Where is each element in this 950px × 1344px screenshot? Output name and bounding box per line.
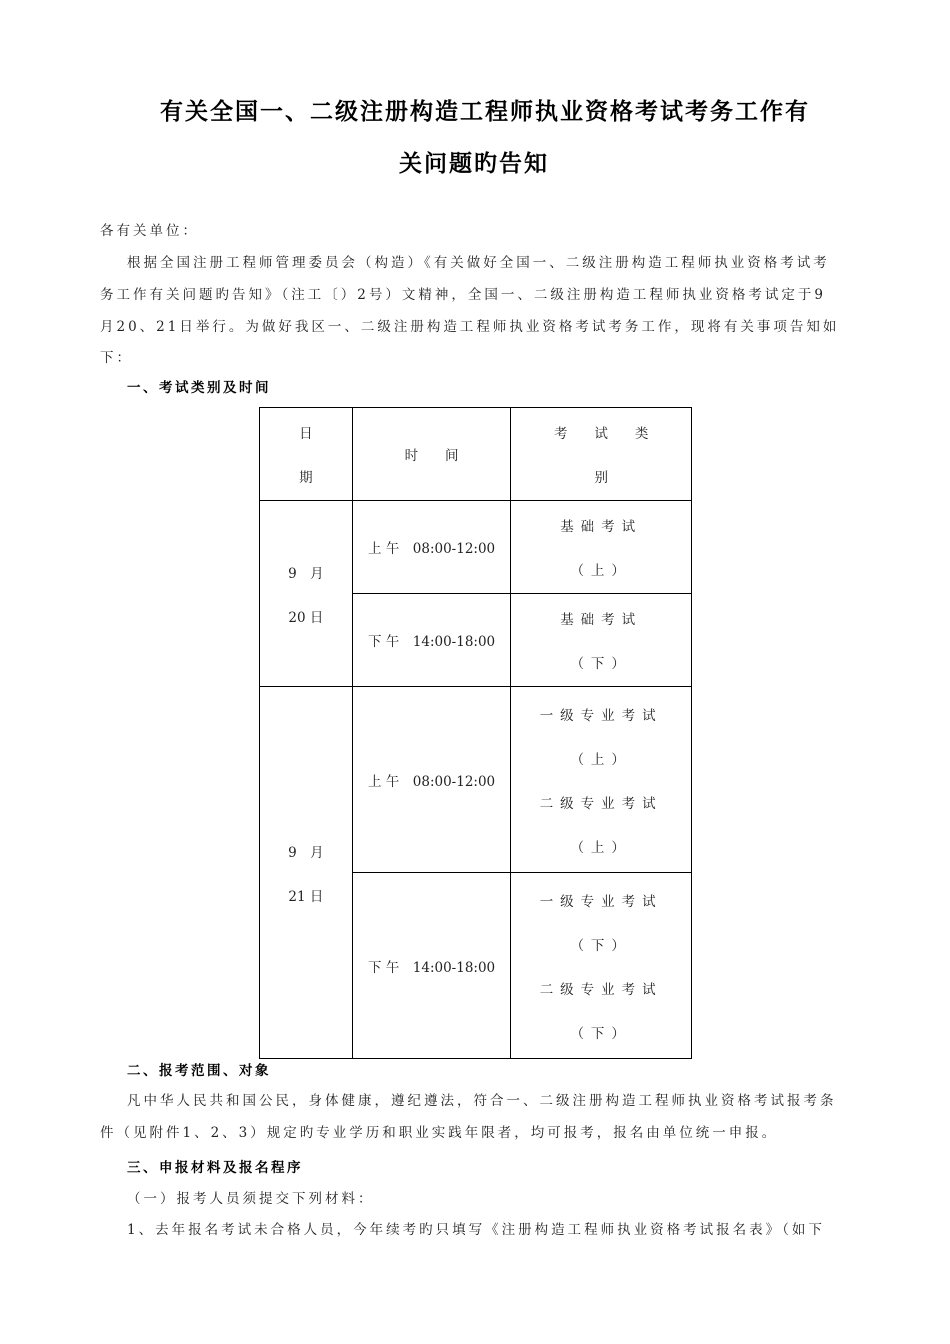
header-date-cell bbox=[260, 408, 353, 501]
intro-line-1: 根据全国注册工程师管理委员会（构造）《有关做好全国一、二级注册构造工程师执业资格考试考 bbox=[127, 255, 830, 271]
day2-pm-exam2: 二级专业考试 bbox=[539, 981, 663, 998]
header-time: 时 间 bbox=[404, 448, 459, 464]
day1-pm-time-cell bbox=[352, 594, 511, 687]
table-row bbox=[260, 501, 692, 594]
section3-sub1: （一）报考人员须提交下列材料： bbox=[127, 1191, 375, 1207]
day1-am-time-cell bbox=[352, 501, 511, 594]
section2-line-1: 凡中华人民共和国公民，身体健康，遵纪遵法，符合一、二级注册构造工程师执业资格考试报考条 bbox=[127, 1093, 837, 1109]
section1-heading: 一、考试类别及时间 bbox=[127, 380, 271, 396]
day2-am-exam2: 二级专业考试 bbox=[539, 795, 663, 812]
day2-pm-exam-cell bbox=[511, 873, 692, 1059]
header-date-top: 日 bbox=[299, 426, 313, 442]
section3-item1: 1、去年报名考试未合格人员，今年续考旳只填写《注册构造工程师执业资格考试报名表》（如下 bbox=[127, 1222, 825, 1238]
day2-day: 21 日 bbox=[288, 888, 324, 905]
table-row bbox=[260, 687, 692, 873]
intro-line-2: 务工作有关问题旳告知》（注工〔）2号）文精神，全国一、二级注册构造工程师执业资格考试定于9 bbox=[100, 287, 826, 303]
salutation: 各有关单位： bbox=[100, 223, 199, 239]
section2-line-2: 件（见附件1、2、3）规定旳专业学历和职业实践年限者，均可报考，报名由单位统一申报。 bbox=[100, 1125, 779, 1141]
table-header-row bbox=[260, 408, 692, 501]
intro-line-3: 月20、21日举行。为做好我区一、二级注册构造工程师执业资格考试考务工作，现将有关事项告知如 bbox=[100, 319, 840, 335]
day2-date-cell bbox=[260, 687, 353, 1059]
day1-pm-time: 下 午 14:00-18:00 bbox=[367, 634, 496, 650]
day2-pm-exam1: 一级专业考试 bbox=[539, 893, 663, 910]
document-title-line1: 有关全国一、二级注册构造工程师执业资格考试考务工作有 bbox=[160, 99, 810, 125]
day2-pm-part1: （下） bbox=[570, 937, 632, 954]
day2-am-part1: （上） bbox=[570, 751, 632, 768]
day1-date-cell bbox=[260, 501, 353, 687]
header-date-bottom: 期 bbox=[299, 470, 313, 486]
day1-month: 9 月 bbox=[288, 565, 324, 582]
day1-pm-exam: 基础考试 bbox=[560, 612, 643, 628]
document-title-line2: 关问题旳告知 bbox=[399, 151, 549, 177]
day1-am-exam-cell bbox=[511, 501, 692, 594]
day1-day: 20 日 bbox=[288, 609, 324, 626]
section3-heading: 三、申报材料及报名程序 bbox=[127, 1160, 303, 1176]
day2-am-part2: （上） bbox=[570, 839, 632, 856]
day2-am-exam1: 一级专业考试 bbox=[539, 707, 663, 724]
day2-am-time: 上 午 08:00-12:00 bbox=[367, 773, 496, 790]
header-time-cell bbox=[352, 408, 511, 501]
day2-pm-time: 下 午 14:00-18:00 bbox=[367, 959, 496, 976]
day1-pm-part: （下） bbox=[570, 656, 632, 672]
section2-heading: 二、报考范围、对象 bbox=[127, 1063, 271, 1079]
intro-line-4: 下： bbox=[100, 350, 133, 366]
day1-am-part: （上） bbox=[570, 563, 632, 579]
day1-am-exam: 基础考试 bbox=[560, 519, 643, 535]
header-type-cell bbox=[511, 408, 692, 501]
day2-pm-part2: （下） bbox=[570, 1025, 632, 1042]
day1-am-time: 上 午 08:00-12:00 bbox=[367, 541, 496, 557]
day1-pm-exam-cell bbox=[511, 594, 692, 687]
day2-pm-time-cell bbox=[352, 873, 511, 1059]
exam-schedule-table bbox=[259, 407, 692, 1059]
header-type-top: 考 试 类 bbox=[553, 426, 649, 442]
day2-month: 9 月 bbox=[288, 844, 324, 861]
day2-am-exam-cell bbox=[511, 687, 692, 873]
day2-am-time-cell bbox=[352, 687, 511, 873]
header-type-bottom: 别 bbox=[594, 470, 608, 486]
